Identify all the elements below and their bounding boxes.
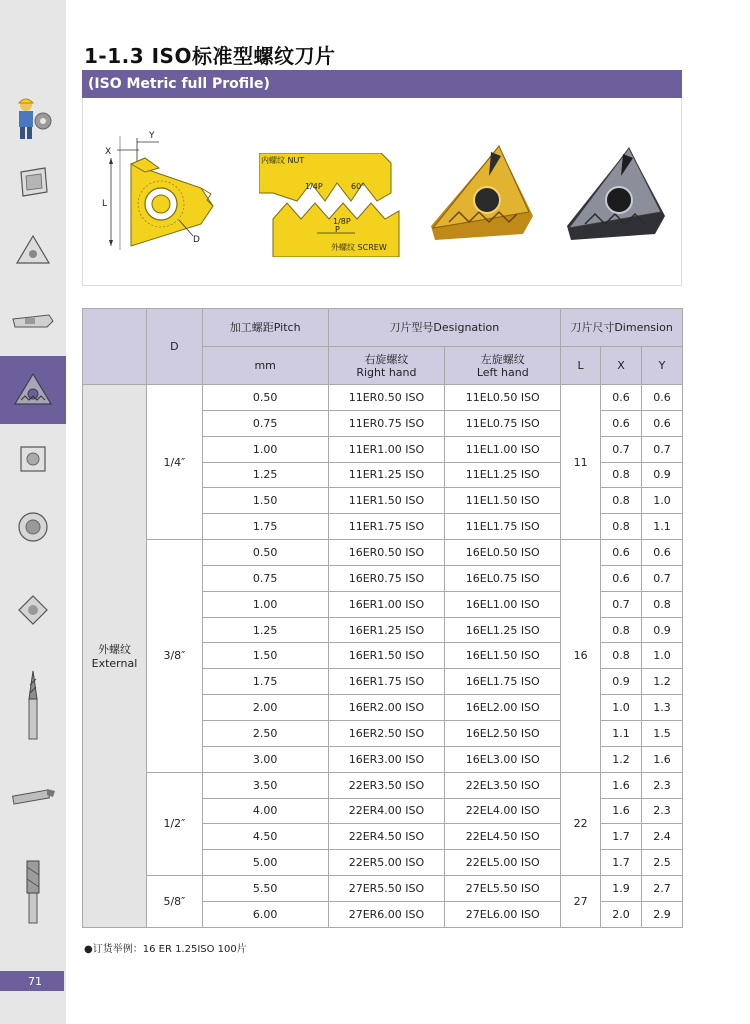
right-hand-designation-cell: 11ER0.50 ISO <box>328 385 445 411</box>
pitch-cell: 2.50 <box>202 720 328 746</box>
left-hand-designation-cell: 11EL1.50 ISO <box>445 488 561 514</box>
size-d-cell: 1/2″ <box>146 772 202 875</box>
left-hand-designation-cell: 16EL2.00 ISO <box>445 695 561 721</box>
col-x-header: X <box>601 347 642 385</box>
table-row <box>83 772 683 798</box>
col-l-header: L <box>561 347 601 385</box>
left-hand-designation-cell: 11EL0.75 ISO <box>445 410 561 436</box>
rhombic-insert-icon[interactable] <box>0 570 66 650</box>
profile-eighth-p-label: 1/8P <box>333 217 351 226</box>
dim-y-cell: 1.0 <box>642 488 683 514</box>
left-hand-designation-cell: 22EL5.00 ISO <box>445 850 561 876</box>
dim-x-cell: 1.1 <box>601 720 642 746</box>
dim-d-label: D <box>193 235 200 245</box>
col-designation-header: 刀片型号Designation <box>328 309 561 347</box>
left-hand-designation-cell: 22EL4.50 ISO <box>445 824 561 850</box>
pitch-cell: 1.75 <box>202 514 328 540</box>
profile-quarter-p-label: 1/4P <box>305 182 323 191</box>
grooving-insert-icon[interactable] <box>0 288 66 354</box>
left-hand-designation-cell: 16EL0.75 ISO <box>445 565 561 591</box>
pitch-cell: 5.00 <box>202 850 328 876</box>
page-number: 71 <box>0 971 64 991</box>
right-hand-designation-cell: 22ER4.00 ISO <box>328 798 445 824</box>
dim-x-cell: 0.8 <box>601 617 642 643</box>
right-hand-designation-cell: 11ER1.50 ISO <box>328 488 445 514</box>
pitch-cell: 5.50 <box>202 876 328 902</box>
length-l-cell: 16 <box>561 540 601 773</box>
dim-y-cell: 0.9 <box>642 617 683 643</box>
sidebar <box>0 0 66 1024</box>
thread-type-en: External <box>91 657 138 671</box>
pitch-cell: 3.50 <box>202 772 328 798</box>
figure-panel <box>82 98 682 286</box>
left-hand-designation-cell: 16EL1.00 ISO <box>445 591 561 617</box>
dim-y-cell: 2.7 <box>642 876 683 902</box>
dim-y-cell: 2.3 <box>642 772 683 798</box>
table-row <box>83 876 683 902</box>
page-subtitle: (ISO Metric full Profile) <box>82 70 682 98</box>
right-hand-designation-cell: 11ER1.75 ISO <box>328 514 445 540</box>
col-dimension-header: 刀片尺寸Dimension <box>561 309 683 347</box>
dim-y-cell: 0.8 <box>642 591 683 617</box>
dim-y-cell: 2.9 <box>642 901 683 927</box>
dim-y-cell: 1.1 <box>642 514 683 540</box>
size-d-cell: 5/8″ <box>146 876 202 928</box>
left-hand-designation-cell: 22EL3.50 ISO <box>445 772 561 798</box>
col-pitch-unit: mm <box>202 347 328 385</box>
dim-y-cell: 2.5 <box>642 850 683 876</box>
profile-angle-label: 60° <box>351 182 366 191</box>
left-hand-designation-cell: 11EL0.50 ISO <box>445 385 561 411</box>
pitch-cell: 0.50 <box>202 540 328 566</box>
dim-y-cell: 1.5 <box>642 720 683 746</box>
dim-x-cell: 0.6 <box>601 565 642 591</box>
col-right-hand-header <box>328 347 445 385</box>
right-hand-designation-cell: 16ER0.50 ISO <box>328 540 445 566</box>
steel-threading-insert-image <box>563 144 673 252</box>
size-d-cell: 1/4″ <box>146 385 202 540</box>
trigon-insert-icon[interactable] <box>0 218 66 284</box>
round-insert-icon[interactable] <box>0 494 66 560</box>
pitch-cell: 1.25 <box>202 617 328 643</box>
dim-x-cell: 2.0 <box>601 901 642 927</box>
dim-y-cell: 0.6 <box>642 410 683 436</box>
pitch-cell: 0.75 <box>202 565 328 591</box>
right-hand-designation-cell: 16ER3.00 ISO <box>328 746 445 772</box>
dim-y-cell: 0.7 <box>642 436 683 462</box>
boring-bar-icon[interactable] <box>0 770 66 820</box>
dim-l-label: L <box>102 199 108 209</box>
dim-x-cell: 0.7 <box>601 436 642 462</box>
pitch-cell: 4.00 <box>202 798 328 824</box>
dim-y-cell: 0.6 <box>642 385 683 411</box>
dim-x-cell: 1.9 <box>601 876 642 902</box>
table-row <box>83 385 683 411</box>
indexable-drill-icon[interactable] <box>0 850 66 930</box>
end-mill-icon[interactable] <box>0 660 66 750</box>
dim-y-cell: 1.6 <box>642 746 683 772</box>
dim-x-label: X <box>105 147 112 157</box>
left-hand-designation-cell: 16EL0.50 ISO <box>445 540 561 566</box>
dim-y-label: Y <box>149 131 155 141</box>
dim-x-cell: 0.9 <box>601 669 642 695</box>
right-hand-designation-cell: 22ER3.50 ISO <box>328 772 445 798</box>
pitch-cell: 2.00 <box>202 695 328 721</box>
right-hand-designation-cell: 16ER1.25 ISO <box>328 617 445 643</box>
dim-x-cell: 1.6 <box>601 772 642 798</box>
pitch-cell: 0.75 <box>202 410 328 436</box>
right-hand-designation-cell: 16ER0.75 ISO <box>328 565 445 591</box>
right-hand-designation-cell: 16ER2.00 ISO <box>328 695 445 721</box>
right-hand-designation-cell: 27ER6.00 ISO <box>328 901 445 927</box>
pitch-cell: 4.50 <box>202 824 328 850</box>
size-d-cell: 3/8″ <box>146 540 202 773</box>
left-hand-designation-cell: 11EL1.25 ISO <box>445 462 561 488</box>
left-hand-designation-cell: 22EL4.00 ISO <box>445 798 561 824</box>
right-hand-designation-cell: 16ER1.75 ISO <box>328 669 445 695</box>
order-example-note: ●订货举例：16 ER 1.25ISO 100片 <box>84 944 247 955</box>
dim-y-cell: 2.3 <box>642 798 683 824</box>
col-y-header: Y <box>642 347 683 385</box>
col-left-hand-header <box>445 347 561 385</box>
dim-x-cell: 0.8 <box>601 643 642 669</box>
thread-type-cell <box>83 385 147 928</box>
pitch-cell: 1.00 <box>202 591 328 617</box>
gold-threading-insert-image <box>429 142 539 252</box>
col-right-en: Right hand <box>356 365 417 379</box>
dim-y-cell: 1.3 <box>642 695 683 721</box>
col-pitch-header: 加工螺距Pitch <box>202 309 328 347</box>
dim-y-cell: 0.9 <box>642 462 683 488</box>
left-hand-designation-cell: 16EL1.75 ISO <box>445 669 561 695</box>
left-hand-designation-cell: 16EL1.50 ISO <box>445 643 561 669</box>
col-left-en: Left hand <box>476 365 529 379</box>
dim-y-cell: 2.4 <box>642 824 683 850</box>
pitch-cell: 1.25 <box>202 462 328 488</box>
right-hand-designation-cell: 22ER5.00 ISO <box>328 850 445 876</box>
left-hand-designation-cell: 27EL5.50 ISO <box>445 876 561 902</box>
pitch-cell: 1.00 <box>202 436 328 462</box>
left-hand-designation-cell: 16EL1.25 ISO <box>445 617 561 643</box>
profile-nut-label: 内螺纹 NUT <box>261 156 305 165</box>
left-hand-designation-cell: 27EL6.00 ISO <box>445 901 561 927</box>
thread-profile-drawing <box>259 153 403 257</box>
col-d-header: D <box>146 309 202 385</box>
dim-y-cell: 0.6 <box>642 540 683 566</box>
right-hand-designation-cell: 16ER1.50 ISO <box>328 643 445 669</box>
dim-x-cell: 0.8 <box>601 514 642 540</box>
pitch-cell: 0.50 <box>202 385 328 411</box>
insert-dimension-drawing <box>101 128 241 258</box>
pitch-cell: 1.50 <box>202 488 328 514</box>
right-hand-designation-cell: 11ER1.00 ISO <box>328 436 445 462</box>
right-hand-designation-cell: 22ER4.50 ISO <box>328 824 445 850</box>
dim-x-cell: 1.0 <box>601 695 642 721</box>
worker-gear-icon[interactable] <box>0 88 66 148</box>
length-l-cell: 11 <box>561 385 601 540</box>
left-hand-designation-cell: 16EL3.00 ISO <box>445 746 561 772</box>
pitch-cell: 3.00 <box>202 746 328 772</box>
dim-x-cell: 1.7 <box>601 824 642 850</box>
square-insert-icon[interactable] <box>0 150 66 214</box>
square-hole-insert-icon[interactable] <box>0 426 66 492</box>
right-hand-designation-cell: 27ER5.50 ISO <box>328 876 445 902</box>
dim-x-cell: 1.6 <box>601 798 642 824</box>
right-hand-designation-cell: 11ER0.75 ISO <box>328 410 445 436</box>
threading-insert-icon[interactable] <box>0 356 66 424</box>
dim-x-cell: 0.6 <box>601 540 642 566</box>
dim-x-cell: 1.2 <box>601 746 642 772</box>
right-hand-designation-cell: 16ER2.50 ISO <box>328 720 445 746</box>
dim-x-cell: 0.8 <box>601 462 642 488</box>
col-left-cn: 左旋螺纹 <box>480 352 525 366</box>
dim-y-cell: 1.2 <box>642 669 683 695</box>
dim-y-cell: 1.0 <box>642 643 683 669</box>
length-l-cell: 27 <box>561 876 601 928</box>
left-hand-designation-cell: 16EL2.50 ISO <box>445 720 561 746</box>
table-row <box>83 540 683 566</box>
dim-x-cell: 0.7 <box>601 591 642 617</box>
dim-x-cell: 0.6 <box>601 410 642 436</box>
type-header <box>83 309 147 385</box>
profile-p-label: P <box>335 225 340 234</box>
pitch-cell: 1.75 <box>202 669 328 695</box>
length-l-cell: 22 <box>561 772 601 875</box>
left-hand-designation-cell: 11EL1.75 ISO <box>445 514 561 540</box>
pitch-cell: 6.00 <box>202 901 328 927</box>
spec-table-body <box>83 385 683 928</box>
left-hand-designation-cell: 11EL1.00 ISO <box>445 436 561 462</box>
right-hand-designation-cell: 16ER1.00 ISO <box>328 591 445 617</box>
profile-screw-label: 外螺纹 SCREW <box>331 243 387 252</box>
spec-table <box>82 308 683 928</box>
pitch-cell: 1.50 <box>202 643 328 669</box>
dim-x-cell: 0.6 <box>601 385 642 411</box>
right-hand-designation-cell: 11ER1.25 ISO <box>328 462 445 488</box>
col-right-cn: 右旋螺纹 <box>364 352 409 366</box>
page-title: 1-1.3 ISO标准型螺纹刀片 <box>84 44 336 68</box>
dim-x-cell: 1.7 <box>601 850 642 876</box>
dim-x-cell: 0.8 <box>601 488 642 514</box>
dim-y-cell: 0.7 <box>642 565 683 591</box>
thread-type-cn: 外螺纹 <box>97 643 131 657</box>
